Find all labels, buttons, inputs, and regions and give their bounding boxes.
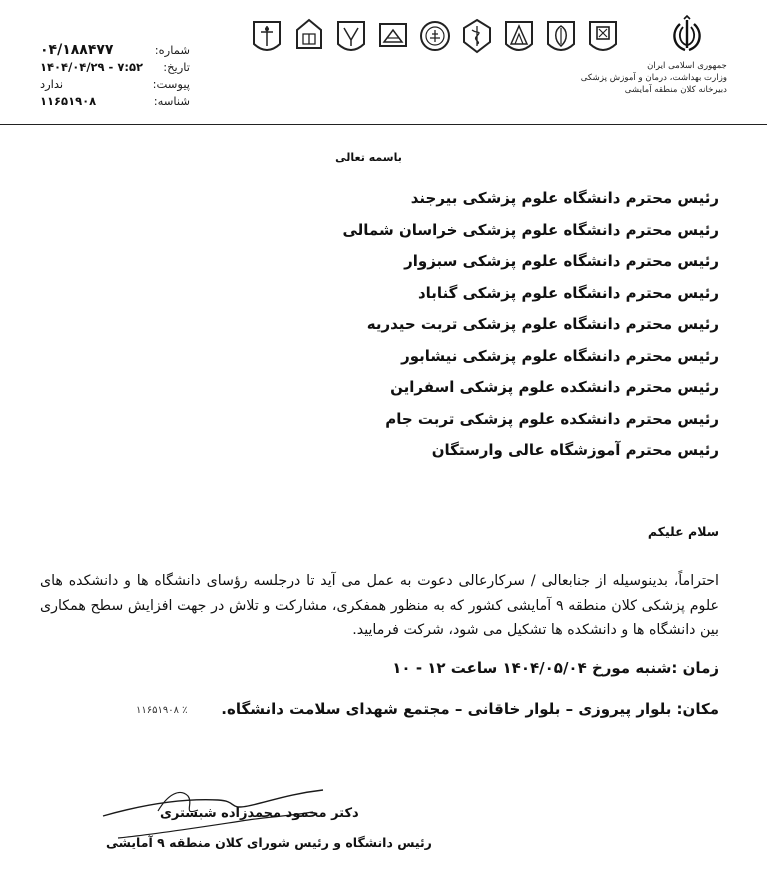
attachment-row xyxy=(40,76,190,93)
university-seal-icon xyxy=(376,16,410,56)
invitation-paragraph: احتراماً، بدینوسیله از جنابعالی / سرکارعالی دعوت به عمل می آید تا درجلسه رؤسای دانشگاه ها و دانشکده های علوم پزشکی کلان منطقه ۹ آمایشی کشور که به منظور همفکری، مشارکت و تلاش در جهت افزایش سطح همکاری بین دانشگاه ها و دانشکده ها تشکیل می شود، شرکت فرمایید. xyxy=(40,573,719,638)
recipient-line: رئیس محترم دانشگاه علوم پزشکی گناباد xyxy=(417,283,719,302)
number-value: ۰۴/۱۸۸۴۷۷ xyxy=(40,42,114,58)
header-divider xyxy=(0,124,767,125)
id-label: شناسه: xyxy=(153,94,190,108)
university-seal-icon xyxy=(586,16,620,56)
university-seal-icon xyxy=(544,16,578,56)
date-value: ۱۴۰۴/۰۴/۲۹ - ۷:۵۲ xyxy=(40,60,143,74)
recipient-line: رئیس محترم دانشگاه علوم پزشکی خراسان شمالی xyxy=(342,220,719,239)
greeting: سلام علیکم xyxy=(647,524,719,539)
date-label: تاریخ: xyxy=(163,60,190,74)
recipient-line: رئیس محترم آموزشگاه عالی وارستگان xyxy=(431,441,719,459)
signer-title: رئیس دانشگاه و رئیس شورای کلان منطقه ۹ آمایشی xyxy=(106,835,432,850)
meeting-time: زمان :شنبه مورخ ۱۴۰۴/۰۵/۰۴ ساعت ۱۲ - ۱۰ xyxy=(392,659,719,677)
signer-name: دکتر محمود محمدزاده شبستری xyxy=(160,806,359,821)
letter-metadata xyxy=(40,42,190,110)
meeting-place: مکان: بلوار پیروزی – بلوار خاقانی – مجتمع شهدای سلامت دانشگاه. xyxy=(221,700,719,718)
emblem-line-ministry: وزارت بهداشت، درمان و آموزش پزشکی xyxy=(580,73,727,83)
emblem-icon xyxy=(665,14,709,58)
emblem-line-secretariat: دبیرخانه کلان منطقه آمایشی xyxy=(624,85,727,95)
recipient-line: رئیس محترم دانشگاه علوم پزشکی سبزوار xyxy=(404,252,719,270)
recipient-line: رئیس محترم دانشگاه علوم پزشکی تربت حیدریه xyxy=(366,315,719,333)
recipient-line: رئیس محترم دانشگاه علوم پزشکی نیشابور xyxy=(401,346,719,365)
reference-code: ٪ ۱۱۶۵۱۹۰۸ xyxy=(136,705,188,716)
opening-invocation: باسمه تعالی xyxy=(335,151,402,164)
national-emblem xyxy=(580,14,727,96)
id-value: ۱۱۶۵۱۹۰۸ xyxy=(40,94,97,108)
number-row xyxy=(40,42,190,59)
university-logos xyxy=(250,16,620,56)
recipient-list xyxy=(342,183,719,467)
emblem-caption xyxy=(580,60,727,96)
recipient-line: رئیس محترم دانشکده علوم پزشکی اسفراین xyxy=(390,378,719,396)
attachment-label: پیوست: xyxy=(152,77,190,91)
university-seal-icon xyxy=(334,16,368,56)
university-seal-icon xyxy=(460,16,494,56)
number-label: شماره: xyxy=(154,43,190,57)
emblem-line-country: جمهوری اسلامی ایران xyxy=(647,61,727,71)
university-seal-icon xyxy=(250,16,284,56)
id-row xyxy=(40,93,190,110)
recipient-line: رئیس محترم دانشکده علوم پزشکی تربت جام xyxy=(385,409,719,428)
university-seal-icon xyxy=(502,16,536,56)
date-row xyxy=(40,59,190,76)
university-seal-icon xyxy=(292,16,326,56)
attachment-value: ندارد xyxy=(40,77,64,91)
university-seal-icon xyxy=(418,16,452,56)
recipient-line: رئیس محترم دانشگاه علوم پزشکی بیرجند xyxy=(410,189,719,207)
